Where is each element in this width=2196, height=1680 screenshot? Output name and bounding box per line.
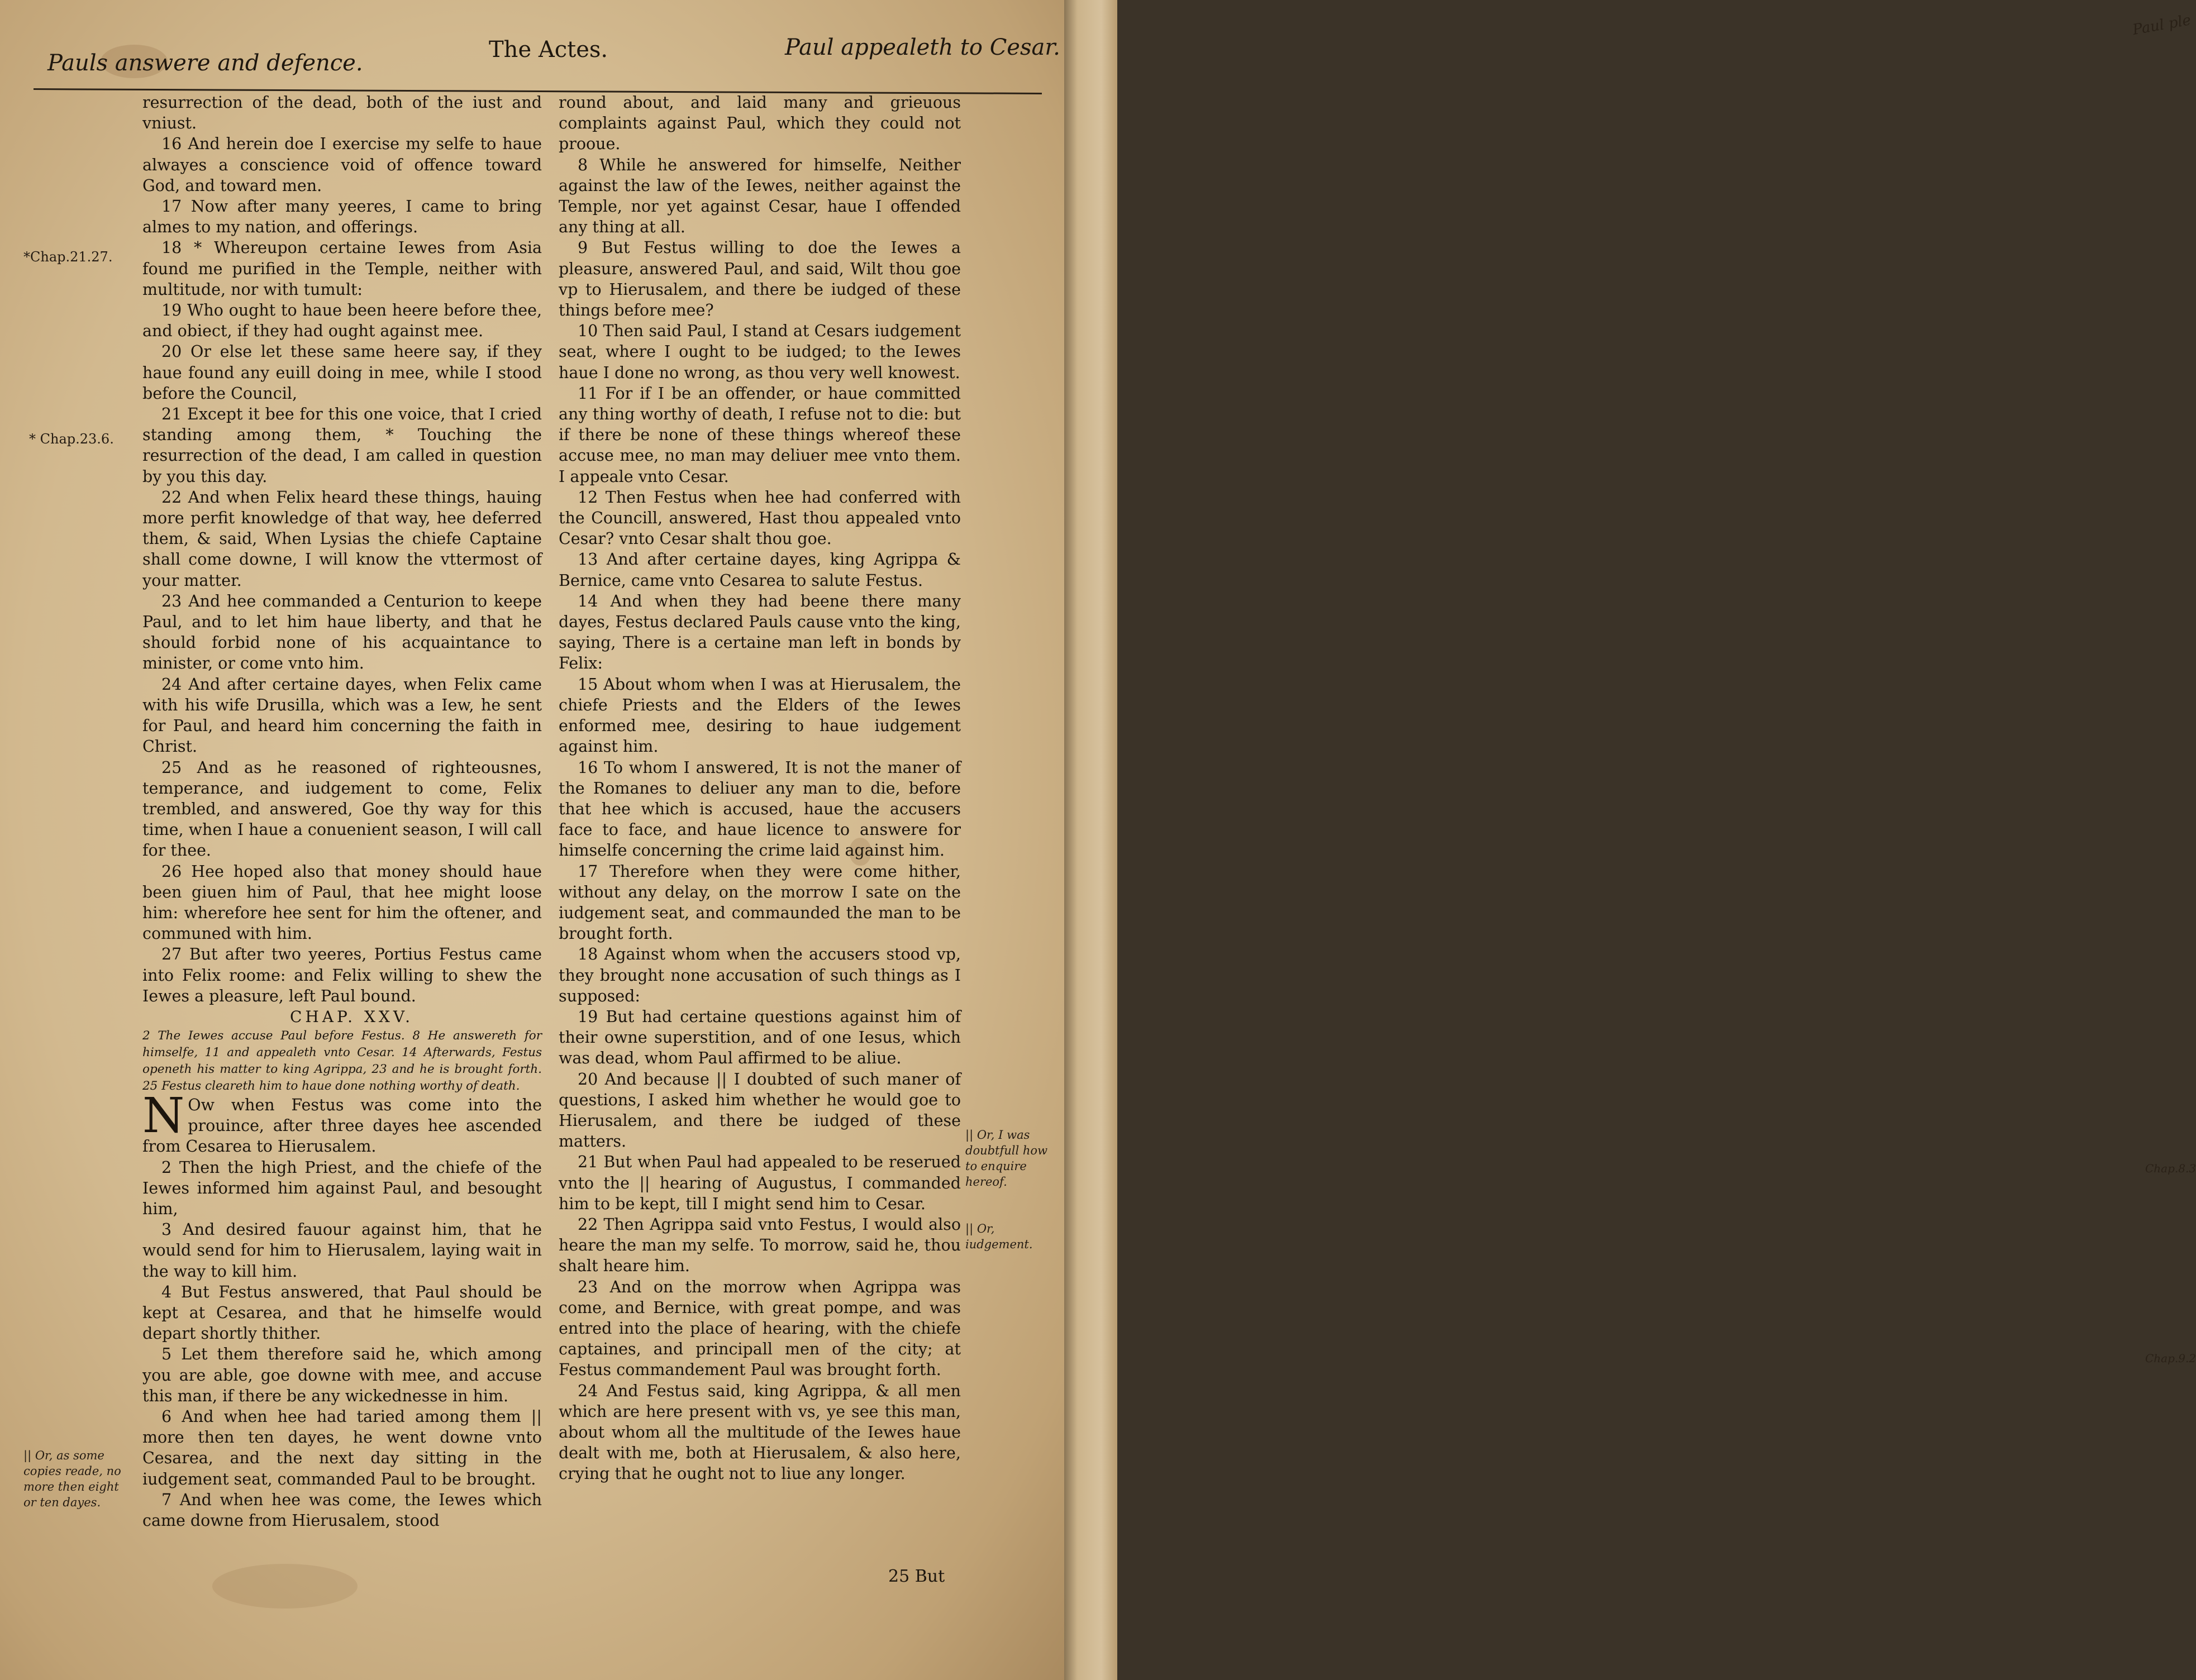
drop-cap: N <box>142 1087 185 1144</box>
running-head-left: Pauls answere and defence. <box>47 50 363 76</box>
margin-chapter-reference: * Chap.23.6. <box>29 431 114 447</box>
next-page-running-head: Paul ple <box>2131 12 2193 39</box>
verse-paragraph: 3 And desired fauour against him, that he would send for him to Hierusalem, laying wait in the way to kill him. <box>142 1220 542 1281</box>
verse-paragraph: 24 And after certaine dayes, when Felix came with his wife Drusilla, which was a Iew, he sent for Paul, and heard him concerning the faith in Christ. <box>142 675 542 756</box>
verse-paragraph: 22 And when Felix heard these things, hauing more perfit knowledge of that way, hee deferred them, & said, When Lysias the chiefe Captaine shall come downe, I will know the vttermost of your matter. <box>142 488 542 590</box>
verse-paragraph: 23 And hee commanded a Centurion to keepe Paul, and to let him haue liberty, and that he should forbid none of his acquaintance to minister, or come vnto him. <box>142 591 542 673</box>
next-page-edge <box>1064 0 2196 1680</box>
verse-paragraph: 26 Hee hoped also that money should haue been giuen him of Paul, that hee might loose him: wherefore hee sent for him the oftener, and communed with him. <box>142 862 542 943</box>
verse-paragraph: 5 Let them therefore said he, which among you are able, goe downe with mee, and accuse this man, if there be any wickednesse in him. <box>142 1345 542 1405</box>
verse-paragraph: round about, and laid many and grieuous complaints against Paul, which they could not prooue. <box>559 93 961 154</box>
verse-paragraph: 21 Except it bee for this one voice, that I cried standing among them, * Touching the resurrection of the dead, I am called in question by you this day. <box>142 405 542 486</box>
verse-paragraph: 21 But when Paul had appealed to be reserued vnto the || hearing of Augustus, I commanded him to be kept, till I might send him to Cesar. <box>559 1153 961 1213</box>
margin-chapter-reference: *Chap.21.27. <box>23 249 113 265</box>
verse-paragraph: 27 But after two yeeres, Portius Festus came into Felix roome: and Felix willing to shew the Iewes a pleasure, left Paul bound. <box>142 945 542 1005</box>
first-verse-text: Ow when Festus was come into the prouince, after three dayes hee ascended from Cesarea to Hierusalem. <box>142 1095 542 1156</box>
text-column-right <box>559 92 961 1485</box>
verse-paragraph: 8 While he answered for himselfe, Neither against the law of the Iewes, neither against the Temple, nor yet against Cesar, haue I offended any thing at all. <box>559 155 961 237</box>
verse-paragraph: 9 But Festus willing to doe the Iewes a pleasure, answered Paul, and said, Wilt thou goe vp to Hierusalem, and there be iudged of these things before mee? <box>559 238 961 320</box>
verse-paragraph: 20 Or else let these same heere say, if they haue found any euill doing in mee, while I stood before the Council, <box>142 342 542 403</box>
verse-paragraph: 18 * Whereupon certaine Iewes from Asia found me purified in the Temple, neither with multitude, nor with tumult: <box>142 238 542 299</box>
verse-paragraph: 13 And after certaine dayes, king Agrippa & Bernice, came vnto Cesarea to salute Festus. <box>559 550 961 590</box>
verse-paragraph: 16 And herein doe I exercise my selfe to haue alwayes a conscience void of offence toward God, and toward men. <box>142 135 542 195</box>
next-page-margin-reference: Chap.8.3 <box>2145 1162 2196 1175</box>
verse-paragraph: 4 But Festus answered, that Paul should be kept at Cesarea, and that he himselfe would depart shortly thither. <box>142 1282 542 1343</box>
verse-paragraph: 24 And Festus said, king Agrippa, & all men which are here present with vs, ye see this man, about whom all the multitude of the Iewes haue dealt with me, both at Hierusalem, & also here, crying that he ought not to liue any longer. <box>559 1381 961 1483</box>
verse-paragraph: 19 Who ought to haue been heere before thee, and obiect, if they had ought against mee. <box>142 301 542 341</box>
verse-paragraph: 7 And when hee was come, the Iewes which came downe from Hierusalem, stood <box>142 1490 542 1530</box>
verse-paragraph: 16 To whom I answered, It is not the maner of the Romanes to deliuer any man to die, before that hee which is accused, haue the accusers face to face, and haue licence to answere for himselfe concerning the crime laid against him. <box>559 758 961 860</box>
margin-variant-note: || Or, as some copies reade, no more then eight or ten dayes. <box>23 1449 121 1509</box>
margin-variant-note: || Or, iudgement. <box>965 1222 1033 1251</box>
margin-variant-note: || Or, I was doubtfull how to enquire hereof. <box>965 1128 1048 1189</box>
verse-paragraph: 11 For if I be an offender, or haue committed any thing worthy of death, I refuse not to die: but if there be none of these things whereof these accuse mee, no man may deliuer mee vnto them. I appeale vnto Cesar. <box>559 384 961 486</box>
verse-paragraph: 2 Then the high Priest, and the chiefe of the Iewes informed him against Paul, and besought him, <box>142 1158 542 1218</box>
chapter-summary: 2 The Iewes accuse Paul before Festus. 8 He answereth for himselfe, 11 and appealeth vnto Cesar. 14 Afterwards, Festus openeth his matter to king Agrippa, 23 and he is brought forth. 25 Festus cleareth him to haue done nothing worthy of death. <box>142 1028 542 1093</box>
verse-paragraph: 17 Now after many yeeres, I came to bring almes to my nation, and offerings. <box>142 197 542 237</box>
verse-paragraph: 12 Then Festus when hee had conferred with the Councill, answered, Hast thou appealed vnto Cesar? vnto Cesar shalt thou goe. <box>559 488 961 548</box>
first-verse-paragraph <box>142 1087 542 1157</box>
paper-stain <box>212 1564 358 1609</box>
verse-paragraph: 25 And as he reasoned of righteousnes, temperance, and iudgement to come, Felix trembled, and answered, Goe thy way for this time, when I haue a conuenient season, I will call for thee. <box>142 758 542 860</box>
running-head-right: Paul appealeth to Cesar. <box>785 35 1060 60</box>
catchword: 25 But <box>888 1567 945 1586</box>
verse-paragraph: 14 And when they had beene there many dayes, Festus declared Pauls cause vnto the king, saying, There is a certaine man left in bonds by Felix: <box>559 591 961 673</box>
verse-paragraph: resurrection of the dead, both of the iust and vniust. <box>142 93 542 133</box>
verse-paragraph: 19 But had certaine questions against him of their owne superstition, and of one Iesus, which was dead, whom Paul affirmed to be aliue. <box>559 1007 961 1068</box>
verse-paragraph: 22 Then Agrippa said vnto Festus, I would also heare the man my selfe. To morrow, said he, thou shalt heare him. <box>559 1215 961 1276</box>
verse-paragraph: 17 Therefore when they were come hither, without any delay, on the morrow I sate on the iudgement seat, and commaunded the man to be brought forth. <box>559 862 961 943</box>
verse-paragraph: 18 Against whom when the accusers stood vp, they brought none accusation of such things as I supposed: <box>559 945 961 1005</box>
verse-paragraph: 10 Then said Paul, I stand at Cesars iudgement seat, where I ought to be iudged; to the Iewes haue I done no wrong, as thou very well knowest. <box>559 322 961 382</box>
verse-paragraph: 20 And because || I doubted of such maner of questions, I asked him whether he would goe to Hierusalem, and there be iudged of these matters. <box>559 1070 961 1151</box>
verse-paragraph: 15 About whom when I was at Hierusalem, the chiefe Priests and the Elders of the Iewes enformed mee, desiring to haue iudgement against him. <box>559 675 961 756</box>
verse-paragraph: 6 And when hee had taried among them || more then ten dayes, he went downe vnto Cesarea, and the next day sitting in the iudgement seat, commanded Paul to be brought. <box>142 1407 542 1488</box>
chapter-heading: CHAP. XXV. <box>289 1007 414 1026</box>
verse-paragraph: 23 And on the morrow when Agrippa was come, and Bernice, with great pompe, and was entred into the place of hearing, with the chiefe captaines, and principall men of the city; at Festus commandement Paul was brought forth. <box>559 1277 961 1380</box>
text-column-left <box>142 92 542 1531</box>
next-page-margin-reference: Chap.9.2 <box>2145 1352 2196 1365</box>
running-head-book-title: The Actes. <box>489 37 608 63</box>
book-page <box>0 0 1064 1680</box>
